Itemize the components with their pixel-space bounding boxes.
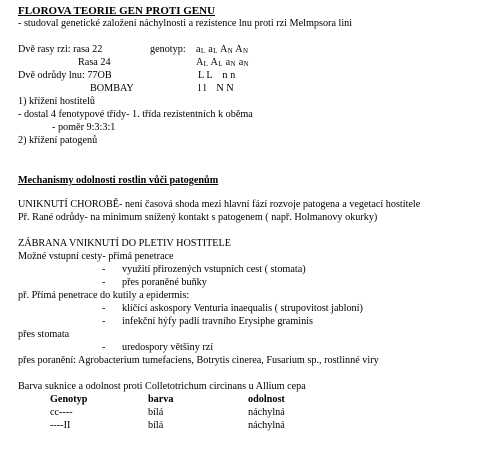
ratio-text: - poměr 9:3:3:1 bbox=[52, 122, 116, 133]
gene: $a_N$ bbox=[225, 57, 236, 68]
variety2-genotype: l l N N bbox=[198, 83, 234, 94]
table-cell: náchylná bbox=[248, 407, 285, 418]
genotype-label: genotyp: bbox=[150, 44, 186, 55]
gene: $A_N$ bbox=[219, 44, 233, 55]
bullet-wounded-cells: - přes poraněné buňky bbox=[122, 277, 207, 289]
bullet-hyphae: - infekční hýfy padlí travního Erysiphe graminis bbox=[122, 316, 313, 328]
race24-label: Rasa 24 bbox=[78, 57, 111, 68]
flax-varieties-label: Dvě odrůdy lnu: 77OB bbox=[18, 70, 112, 81]
table-header-color: barva bbox=[148, 394, 174, 405]
intro-line: - studoval genetické založení náchylnosti a rezistence lnu proti rzi Melmpsora lini bbox=[18, 18, 353, 29]
bullet-uredospores: - uredospory většiny rzí bbox=[122, 342, 213, 354]
step1-text: 1) křížení hostitelů bbox=[18, 96, 95, 107]
table-header-genotype: Genotyp bbox=[50, 394, 88, 405]
gene: $a_L$ bbox=[208, 44, 218, 55]
bullet-natural-entry: - využití přirozených vstupních cest ( stomata) bbox=[122, 264, 306, 276]
race24-genotype bbox=[196, 57, 249, 70]
gene: $a_N$ bbox=[238, 57, 249, 68]
penetration-heading: ZÁBRANA VNIKNUTÍ DO PLETIV HOSTITELE bbox=[18, 238, 231, 249]
entry-ways: Možné vstupní cesty- přímá penetrace bbox=[18, 251, 174, 262]
table-cell: cc---- bbox=[50, 407, 73, 418]
table-cell: ----II bbox=[50, 420, 71, 431]
via-stomata: přes stomata bbox=[18, 329, 70, 340]
table-header-resistance: odolnost bbox=[248, 394, 285, 405]
variety1-genotype: L L n n bbox=[198, 70, 236, 81]
table-cell: bílá bbox=[148, 407, 164, 418]
rust-races-label: Dvě rasy rzi: rasa 22 bbox=[18, 44, 103, 55]
escape-line2: Př. Rané odrůdy- na minimum snížený kontakt s patogenem ( např. Holmanovy okurky) bbox=[18, 212, 378, 223]
gene: $A_L$ bbox=[196, 57, 209, 68]
race22-genotype bbox=[196, 44, 248, 57]
table-cell: náchylná bbox=[248, 420, 285, 431]
mechanisms-heading: Mechanismy odolnosti rostlin vůči patogenům bbox=[18, 175, 219, 186]
step1-detail: - dostal 4 fenotypové třídy- 1. třída rezistentních k oběma bbox=[18, 109, 253, 120]
step2-text: 2) křížení patogenů bbox=[18, 135, 98, 146]
document-title: FLOROVA TEORIE GEN PROTI GENU bbox=[18, 5, 216, 17]
table-caption: Barva suknice a odolnost proti Colletotrichum circinans u Allium cepa bbox=[18, 381, 306, 392]
variety2-label: BOMBAY bbox=[90, 83, 134, 94]
gene: $a_L$ bbox=[196, 44, 206, 55]
gene: $A_L$ bbox=[210, 57, 223, 68]
table-cell: bílá bbox=[148, 420, 164, 431]
gene: $A_N$ bbox=[235, 44, 249, 55]
escape-line1: UNIKNUTÍ CHOROBĚ- není časová shoda mezi hlavní fází rozvoje patogena a vegetací hostitele bbox=[18, 199, 421, 210]
direct-penetration: př. Přímá penetrace do kutily a epidermis: bbox=[18, 290, 190, 301]
via-wounds: přes poranění: Agrobacterium tumefaciens, Botrytis cinerea, Fusarium sp., rostlinné viry bbox=[18, 355, 379, 366]
bullet-ascospores: - klíčící askospory Venturia inaequalis ( strupovitost jabloní) bbox=[122, 303, 363, 315]
